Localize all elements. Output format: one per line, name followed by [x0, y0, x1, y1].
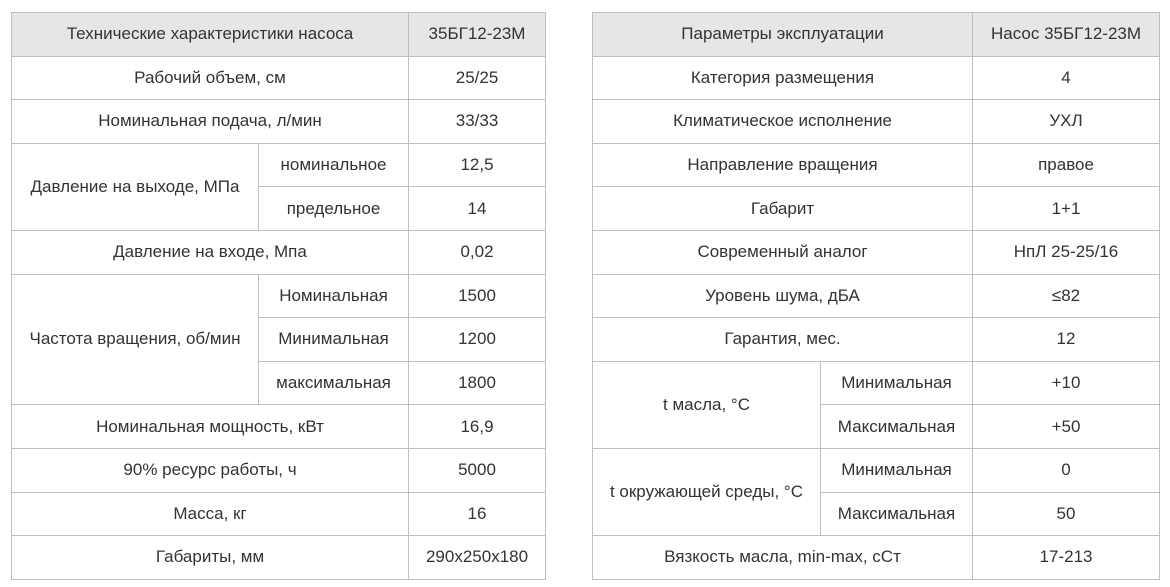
row-value: 0,02 — [409, 230, 546, 274]
row-label: Масса, кг — [12, 492, 409, 536]
row-value: 16,9 — [409, 405, 546, 449]
row-value: 290х250х180 — [409, 536, 546, 580]
row-label: Климатическое исполнение — [593, 100, 973, 144]
row-label: Давление на выходе, МПа — [12, 143, 259, 230]
table-row — [593, 187, 1160, 231]
row-sublabel: Максимальная — [821, 492, 973, 536]
row-label: Габариты, мм — [12, 536, 409, 580]
row-value: ≤82 — [973, 274, 1160, 318]
table-row — [593, 318, 1160, 362]
row-label: Уровень шума, дБА — [593, 274, 973, 318]
row-value: 50 — [973, 492, 1160, 536]
row-label: t масла, °C — [593, 361, 821, 448]
pump-specs-table — [11, 12, 546, 580]
header-cell: Насос 35БГ12-23М — [973, 13, 1160, 57]
table-header-row — [12, 13, 546, 57]
header-cell: Технические характеристики насоса — [12, 13, 409, 57]
table-row — [593, 448, 1160, 492]
table-row — [593, 536, 1160, 580]
table-row — [12, 56, 546, 100]
row-value: 16 — [409, 492, 546, 536]
row-label: Номинальная подача, л/мин — [12, 100, 409, 144]
table-row — [593, 56, 1160, 100]
table-row — [12, 100, 546, 144]
row-value: 33/33 — [409, 100, 546, 144]
row-sublabel: Номинальная — [259, 274, 409, 318]
row-value: +50 — [973, 405, 1160, 449]
row-value: 12 — [973, 318, 1160, 362]
row-label: 90% ресурс работы, ч — [12, 448, 409, 492]
row-value: 1+1 — [973, 187, 1160, 231]
row-label: t окружающей среды, °C — [593, 448, 821, 535]
row-value: 1200 — [409, 318, 546, 362]
row-label: Категория размещения — [593, 56, 973, 100]
row-sublabel: максимальная — [259, 361, 409, 405]
table-row — [593, 230, 1160, 274]
row-label: Габарит — [593, 187, 973, 231]
row-value: 17-213 — [973, 536, 1160, 580]
table-row — [593, 100, 1160, 144]
row-value: 12,5 — [409, 143, 546, 187]
row-sublabel: предельное — [259, 187, 409, 231]
table-row — [12, 274, 546, 318]
row-value: 5000 — [409, 448, 546, 492]
row-label: Номинальная мощность, кВт — [12, 405, 409, 449]
row-sublabel: Максимальная — [821, 405, 973, 449]
row-value: УХЛ — [973, 100, 1160, 144]
table-row — [593, 143, 1160, 187]
header-cell: 35БГ12-23М — [409, 13, 546, 57]
operation-params-table — [592, 12, 1160, 580]
row-sublabel: Минимальная — [821, 448, 973, 492]
table-row — [12, 143, 546, 187]
row-label: Вязкость масла, min-max, сСт — [593, 536, 973, 580]
row-sublabel: Минимальная — [821, 361, 973, 405]
row-label: Гарантия, мес. — [593, 318, 973, 362]
row-sublabel: Минимальная — [259, 318, 409, 362]
table-row — [12, 448, 546, 492]
row-label: Частота вращения, об/мин — [12, 274, 259, 405]
row-label: Давление на входе, Мпа — [12, 230, 409, 274]
table-row — [12, 230, 546, 274]
table-row — [12, 536, 546, 580]
table-header-row — [593, 13, 1160, 57]
row-value: НпЛ 25-25/16 — [973, 230, 1160, 274]
row-value: 1500 — [409, 274, 546, 318]
table-row — [12, 492, 546, 536]
row-label: Направление вращения — [593, 143, 973, 187]
header-cell: Параметры эксплуатации — [593, 13, 973, 57]
row-value: 0 — [973, 448, 1160, 492]
row-value: 25/25 — [409, 56, 546, 100]
row-value: 4 — [973, 56, 1160, 100]
table-row — [593, 361, 1160, 405]
row-label: Современный аналог — [593, 230, 973, 274]
row-sublabel: номинальное — [259, 143, 409, 187]
row-value: 1800 — [409, 361, 546, 405]
row-value: +10 — [973, 361, 1160, 405]
row-label: Рабочий объем, см — [12, 56, 409, 100]
row-value: 14 — [409, 187, 546, 231]
row-value: правое — [973, 143, 1160, 187]
table-row — [12, 405, 546, 449]
table-row — [593, 274, 1160, 318]
